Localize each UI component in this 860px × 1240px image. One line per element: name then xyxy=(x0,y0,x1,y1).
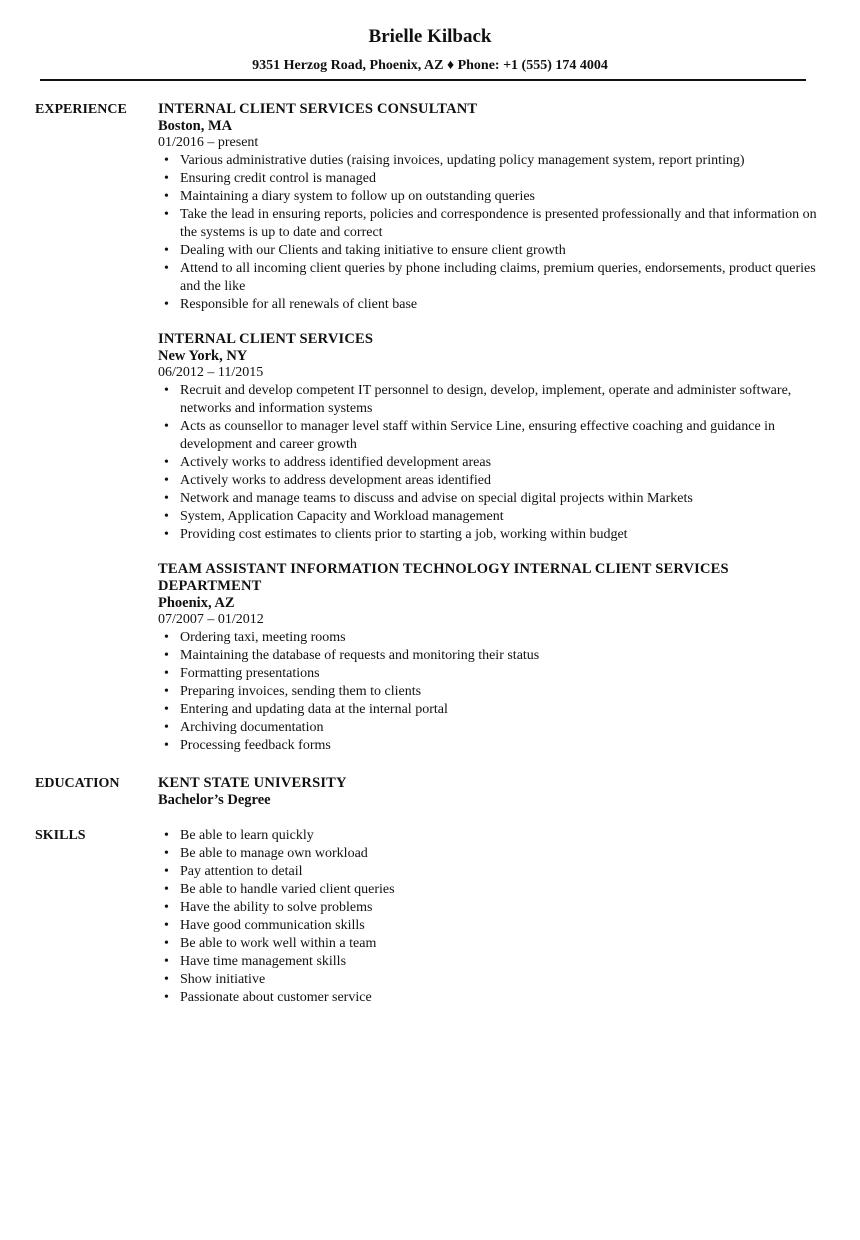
contact-line: 9351 Herzog Road, Phoenix, AZ ♦ Phone: +1 (555) 174 4004 xyxy=(252,58,608,73)
skill-item: • Be able to work well within a team xyxy=(158,935,825,953)
job-entry xyxy=(158,561,825,755)
job-dates: 06/2012 – 11/2015 xyxy=(158,365,264,380)
job-duty: • Various administrative duties (raising invoices, updating policy management system, report printing) xyxy=(158,152,825,170)
job-duty: • System, Application Capacity and Workload management xyxy=(158,508,825,526)
job-duty: • Network and manage teams to discuss and advise on special digital projects within Markets xyxy=(158,490,825,508)
education-section xyxy=(35,775,825,809)
job-duty: • Processing feedback forms xyxy=(158,737,825,755)
job-duties-list xyxy=(158,152,825,314)
header-divider xyxy=(40,79,806,81)
skill-item: • Show initiative xyxy=(158,971,825,989)
skill-item: • Have the ability to solve problems xyxy=(158,899,825,917)
job-dates: 01/2016 – present xyxy=(158,135,259,150)
job-duty: • Actively works to address development areas identified xyxy=(158,472,825,490)
job-entry xyxy=(158,101,825,314)
job-duty: • Maintaining the database of requests and monitoring their status xyxy=(158,647,825,665)
job-duty: • Maintaining a diary system to follow up on outstanding queries xyxy=(158,188,825,206)
experience-body xyxy=(158,101,825,755)
skill-item: • Pay attention to detail xyxy=(158,863,825,881)
job-duty: • Acts as counsellor to manager level staff within Service Line, ensuring effective coaching and guidance in development and career growth xyxy=(158,418,825,454)
job-duty: • Preparing invoices, sending them to clients xyxy=(158,683,825,701)
skill-item: • Have time management skills xyxy=(158,953,825,971)
job-duty: • Archiving documentation xyxy=(158,719,825,737)
job-dates: 07/2007 – 01/2012 xyxy=(158,612,264,627)
job-duty: • Providing cost estimates to clients prior to starting a job, working within budget xyxy=(158,526,825,544)
section-label-education: EDUCATION xyxy=(35,776,120,791)
skill-item: • Be able to manage own workload xyxy=(158,845,825,863)
degree: Bachelor’s Degree xyxy=(158,792,271,808)
job-duties-list xyxy=(158,382,825,544)
job-duty: • Actively works to address identified development areas xyxy=(158,454,825,472)
skills-section xyxy=(35,827,825,1007)
job-location: Phoenix, AZ xyxy=(158,595,235,611)
education-body xyxy=(158,775,825,809)
candidate-name: Brielle Kilback xyxy=(368,26,492,47)
school-name: KENT STATE UNIVERSITY xyxy=(158,775,347,791)
job-duty: • Attend to all incoming client queries by phone including claims, premium queries, endorsements, product queries and the like xyxy=(158,260,825,296)
job-duty: • Responsible for all renewals of client base xyxy=(158,296,825,314)
skills-list xyxy=(158,827,825,1007)
job-title: INTERNAL CLIENT SERVICES CONSULTANT xyxy=(158,101,478,117)
job-duty: • Ensuring credit control is managed xyxy=(158,170,825,188)
job-duty: • Dealing with our Clients and taking initiative to ensure client growth xyxy=(158,242,825,260)
job-duty: • Formatting presentations xyxy=(158,665,825,683)
skill-item: • Passionate about customer service xyxy=(158,989,825,1007)
job-title: INTERNAL CLIENT SERVICES xyxy=(158,331,374,347)
skill-item: • Have good communication skills xyxy=(158,917,825,935)
experience-section xyxy=(35,101,825,755)
section-label-skills: SKILLS xyxy=(35,828,86,843)
job-duty: • Ordering taxi, meeting rooms xyxy=(158,629,825,647)
skills-body xyxy=(158,827,825,1007)
job-duty: • Take the lead in ensuring reports, policies and correspondence is presented professionally and that information on the systems is up to date and correct xyxy=(158,206,825,242)
skill-item: • Be able to learn quickly xyxy=(158,827,825,845)
skill-item: • Be able to handle varied client queries xyxy=(158,881,825,899)
resume-header xyxy=(35,0,825,81)
job-entry xyxy=(158,331,825,544)
job-location: Boston, MA xyxy=(158,118,233,134)
job-duty: • Recruit and develop competent IT personnel to design, develop, implement, operate and administer software, networks and information systems xyxy=(158,382,825,418)
job-title: TEAM ASSISTANT INFORMATION TECHNOLOGY INTERNAL CLIENT SERVICES DEPARTMENT xyxy=(158,561,729,594)
job-location: New York, NY xyxy=(158,348,248,364)
job-duties-list xyxy=(158,629,825,755)
section-label-experience: EXPERIENCE xyxy=(35,102,127,117)
job-duty: • Entering and updating data at the internal portal xyxy=(158,701,825,719)
